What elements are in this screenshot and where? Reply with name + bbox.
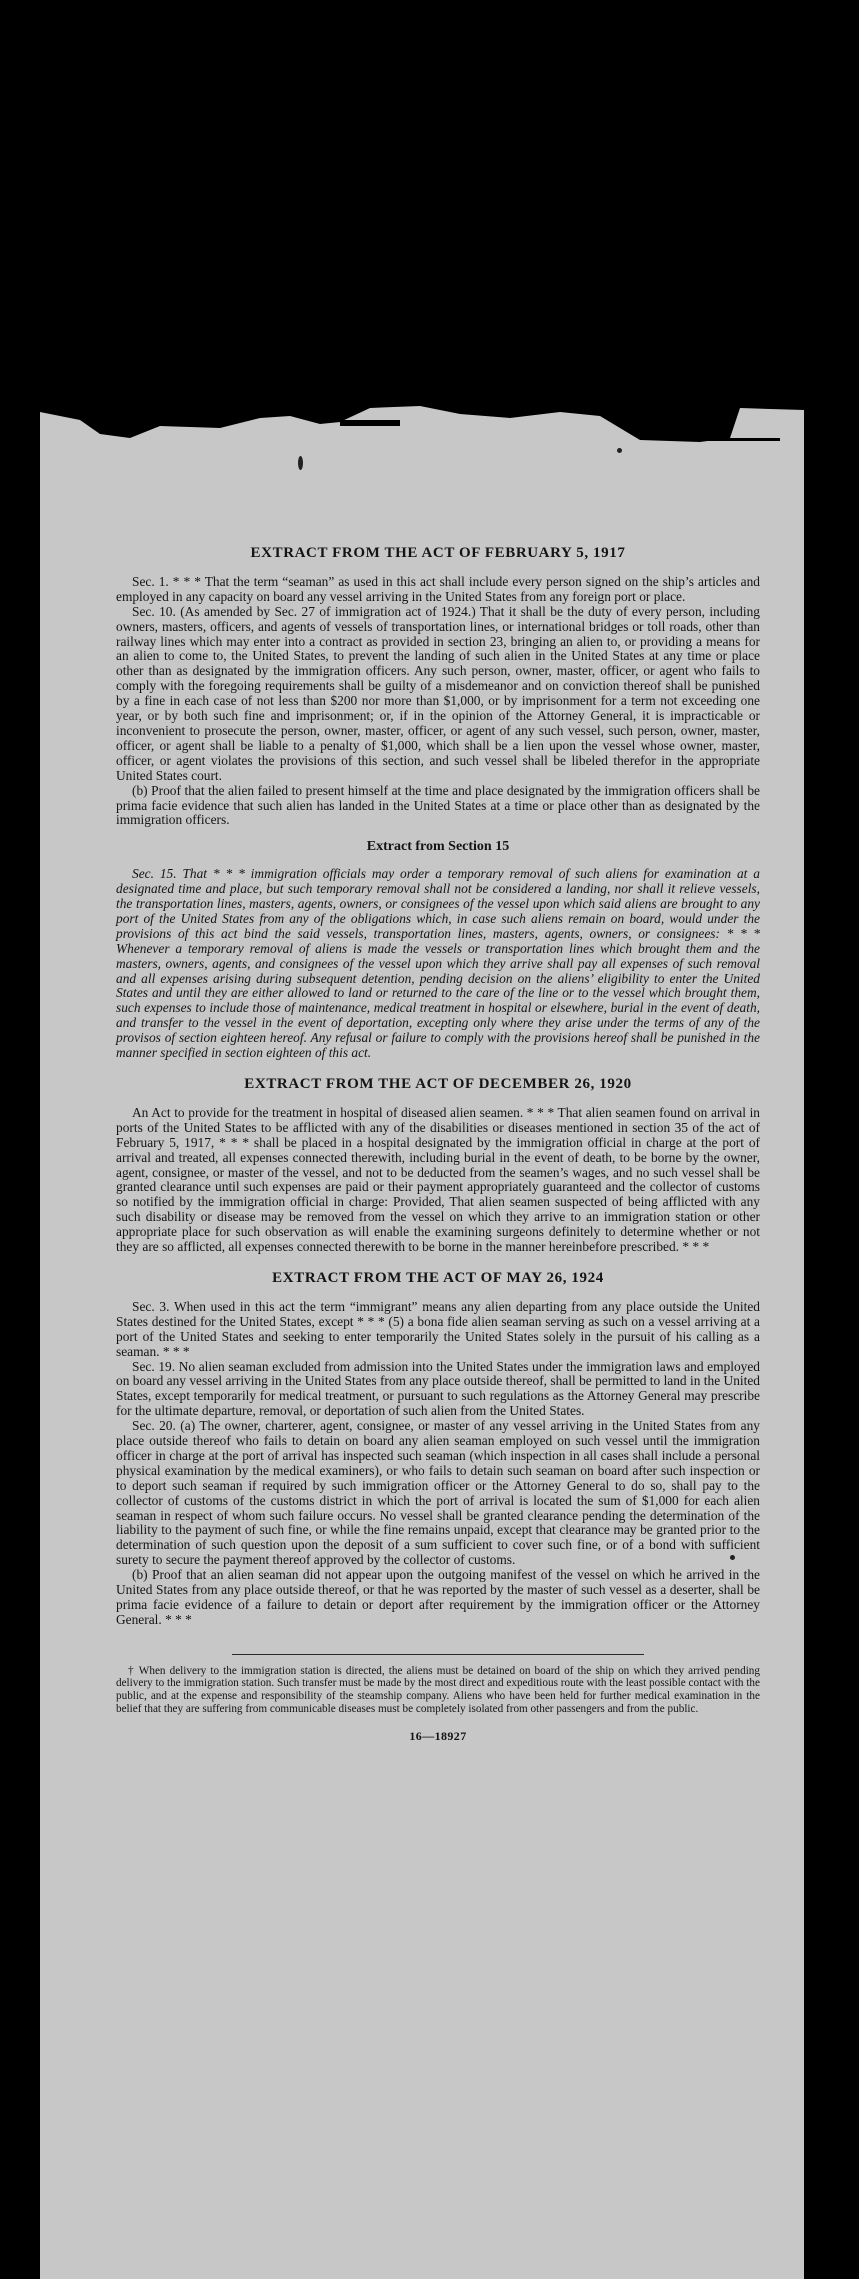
paragraph: Sec. 20. (a) The owner, charterer, agent, consignee, or master of any vessel arriving in the United States from any place outside thereof who fails to detain on board any alien seaman employed on such vessel until the immigration officer in charge at the port of arrival has inspected such seaman (which inspection in all cases shall include a personal physical examination by the medical examiners), or who fails to detain such seaman on board after such inspection or to deport such seaman if required by such immigration officer or the Attorney General to do so, shall pay to the collector of customs of the customs district in which the port of arrival is located the sum of $1,000 for each alien seaman in respect of whom such failure occurs. No vessel shall be granted clearance pending the determination of the liability to the payment of such fine, or while the fine remains unpaid, except that clearance may be granted prior to the determination of such question upon the deposit of a sum sufficient to cover such fine, or of a bond with sufficient surety to secure the payment thereof approved by the collector of customs.	[116, 1418, 760, 1568]
section-heading: EXTRACT FROM THE ACT OF FEBRUARY 5, 1917	[250, 545, 626, 561]
ink-speck	[617, 448, 622, 453]
section-heading: EXTRACT FROM THE ACT OF DECEMBER 26, 1920	[244, 1076, 632, 1092]
paragraph: Sec. 10. (As amended by Sec. 27 of immigration act of 1924.) That it shall be the duty of every person, including owners, masters, officers, and agents of vessels of transportation lines, or international bridges or toll roads, other than railway lines which may enter into a contract as provided in section 23, bringing an alien to, or providing a means for an alien to come to, the United States, to prevent the landing of such alien in the United States at any time or place other than as designated by the immigration officers. Any such person, owner, master, officer, or agent who fails to comply with the foregoing requirements shall be guilty of a misdemeanor and on conviction thereof shall be punished by a fine in each case of not less than $200 nor more than $1,000, or by imprisonment for a term not exceeding one year, or by both such fine and imprisonment; or, if in the opinion of the Attorney General, it is impracticable or inconvenient to prosecute the person, owner, master, officer, or agent of any such vessel, such person, owner, master, officer, or agent shall be liable to a penalty of $1,000, which shall be a lien upon the vessel whose owner, master, officer, or agent violates the provisions of this section, and such vessel shall be libeled therefor in the appropriate United States court.	[116, 603, 760, 783]
footnote-divider	[232, 1654, 644, 1655]
paragraph: (b) Proof that an alien seaman did not appear upon the outgoing manifest of the vessel on which he arrived in the United States from any place outside thereof, or that he was reported by the master of such vessel as a deserter, shall be prima facie evidence of a failure to detain or deport after requirement by the immigration officer or the Attorney General. * * *	[116, 1567, 760, 1627]
ink-speck	[298, 456, 303, 470]
paragraph: Sec. 15. That * * * immigration officials may order a temporary removal of such aliens for examination at a designated time and place, but such temporary removal shall not be considered a landing, nor shall it relieve vessels, the transportation lines, masters, agents, owners, or consignees of the vessel upon which said aliens are brought to any port of the United States from any of the obligations which, in case such aliens remain on board, would under the provisions of this act bind the said vessels, transportation lines, masters, agents, owners, or consignees: * * * Whenever a temporary removal of aliens is made the vessels or transportation lines which brought them and the masters, owners, agents, and consignees of the vessel upon which they arrive shall pay all expenses of such removal and all expenses arising during subsequent detention, pending decision on the aliens’ eligibility to enter the United States and until they are either allowed to land or returned to the care of the line or to the vessel which brought them, such expenses to include those of maintenance, medical treatment in hospital or elsewhere, burial in the event of death, and transfer to the vessel in the event of deportation, excepting only where they arise under the terms of any of the provisos of section eighteen hereof. Any refusal or failure to comply with the provisions hereof shall be punished in the manner specified in section eighteen of this act.	[116, 866, 760, 1061]
section-subheading: Extract from Section 15	[366, 839, 510, 855]
paragraph: (b) Proof that the alien failed to present himself at the time and place designated by the immigration officers shall be prima facie evidence that such alien has landed in the United States at a time or place other than as designated by the immigration officers.	[116, 782, 760, 828]
paragraph: Sec. 1. * * * That the term “seaman” as used in this act shall include every person signed on the ship’s articles and employed in any capacity on board any vessel arriving in the United States from any foreign port or place.	[116, 573, 760, 604]
paragraph: Sec. 3. When used in this act the term “immigrant” means any alien departing from any place outside the United States destined for the United States, except * * * (5) a bona fide alien seaman serving as such on a vessel arriving at a port of the United States and seeking to enter temporarily the United States solely in the pursuit of his calling as a seaman. * * *	[116, 1298, 760, 1359]
section-heading: EXTRACT FROM THE ACT OF MAY 26, 1924	[272, 1269, 604, 1286]
torn-page-edge	[40, 398, 804, 468]
paragraph: Sec. 19. No alien seaman excluded from admission into the United States under the immigration laws and employed on board any vessel arriving in the United States from any place outside thereof, shall be permitted to land in the United States, except temporarily for medical treatment, or pursuant to such regulations as the Attorney General may prescribe for the ultimate departure, removal, or deportation of such alien from the United States.	[116, 1358, 760, 1419]
paragraph: An Act to provide for the treatment in hospital of diseased alien seamen. * * * That alien seamen found on arrival in ports of the United States to be afflicted with any of the disabilities or diseases mentioned in section 35 of the act of February 5, 1917, * * * shall be placed in a hospital designated by the immigration official in charge at the port of arrival and treated, all expenses connected therewith, including burial in the event of death, to be borne by the owner, agent, consignee, or master of the vessel, and not to be deducted from the seamen’s wages, and no such vessel shall be granted clearance until such expenses are paid or their payment appropriately guaranteed and the collector of customs so notified by the immigration official in charge: Provided, That alien seamen suspected of being afflicted with any such disability or disease may be removed from the vessel on which they arrive to an immigration station or other appropriate place for such observation as will enable the examining surgeons definitely to determine whether or not they are so afflicted, all expenses connected therewith to be borne in the manner hereinbefore prescribed. * * *	[116, 1104, 760, 1255]
footnote: † When delivery to the immigration station is directed, the aliens must be detained on board of the ship on which they arrived pending delivery to the immigration station. Such transfer must be made by the most direct and expeditious route with the least possible contact with the public, and at the expense and responsibility of the steamship company. Aliens who have been held for further medical examination in the belief that they are suffering from communicable diseases must be completely isolated from other passengers and from the public.	[116, 1664, 760, 1715]
document-body	[116, 546, 760, 1744]
form-number: 16—18927	[409, 1729, 467, 1744]
document-page	[40, 398, 804, 2279]
